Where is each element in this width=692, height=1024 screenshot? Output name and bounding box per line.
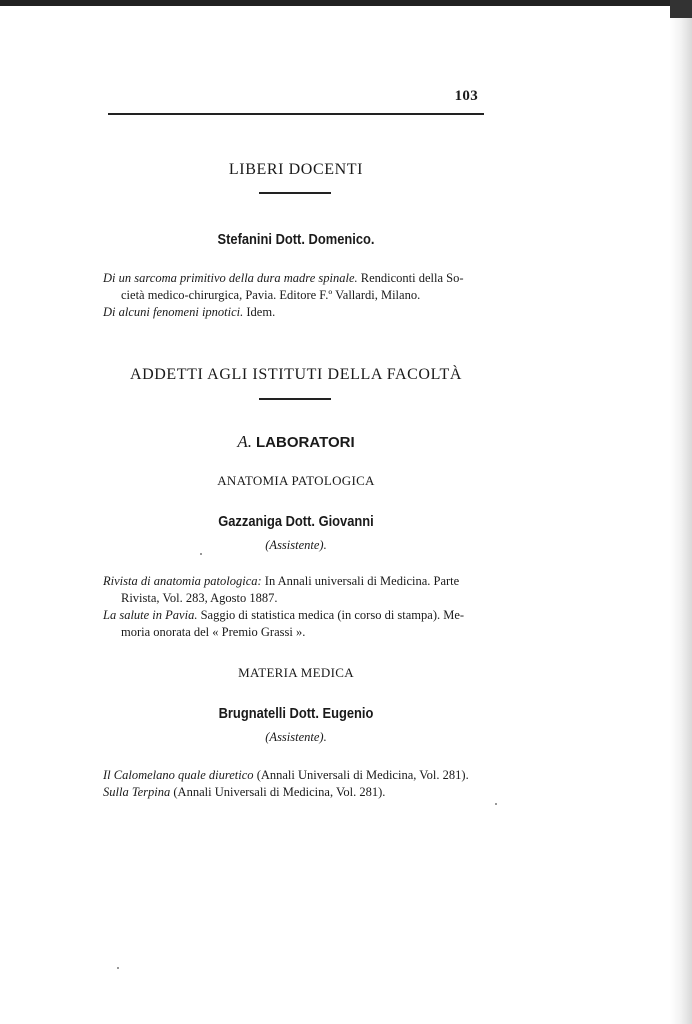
section-divider xyxy=(259,398,331,400)
publication-details: Rendiconti della So- xyxy=(357,271,464,285)
header-rule xyxy=(108,113,484,115)
scan-speck xyxy=(495,803,497,805)
publication-details-continued: Rivista, Vol. 283, Agosto 1887. xyxy=(121,591,278,605)
person-name: Brugnatelli Dott. Eugenio xyxy=(218,705,374,722)
department-title: MATERIA MEDICA xyxy=(238,665,354,680)
publication-title: Di un sarcoma primitivo della dura madre spinale. xyxy=(103,271,358,285)
subsection-label: LABORATORI xyxy=(256,434,355,451)
scan-border-top xyxy=(0,0,692,6)
publication-entry xyxy=(103,573,491,590)
publication-details-continued: cietà medico-chirurgica, Pavia. Editore F.º Vallardi, Milano. xyxy=(121,288,421,302)
publication-details-continued: moria onorata del « Premio Grassi ». xyxy=(121,625,306,639)
publication-entry xyxy=(103,607,491,624)
department-title: ANATOMIA PATOLOGICA xyxy=(217,473,375,488)
page-number: 103 xyxy=(454,88,478,104)
publication-list xyxy=(103,270,491,321)
section-title-liberi-docenti: LIBERI DOCENTI xyxy=(228,161,364,178)
publication-list xyxy=(103,573,491,641)
publication-title: La salute in Pavia. xyxy=(103,608,198,622)
scan-speck xyxy=(117,967,119,969)
publication-details: Saggio di statistica medica (in corso di stampa). Me- xyxy=(197,608,465,622)
publication-entry xyxy=(103,304,491,321)
person-name: Gazzaniga Dott. Giovanni xyxy=(218,513,374,530)
subsection-heading xyxy=(108,432,484,452)
publication-title: Il Calomelano quale diuretico xyxy=(103,768,254,782)
publication-entry xyxy=(103,784,491,801)
section-title-addetti: ADDETTI AGLI ISTITUTI DELLA FACOLTÀ xyxy=(129,366,463,383)
section-divider xyxy=(259,192,331,194)
person-role: (Assistente). xyxy=(265,730,327,744)
person-name: Stefanini Dott. Domenico. xyxy=(217,231,375,248)
scan-corner-mark xyxy=(670,0,692,18)
publication-title: Rivista di anatomia patologica: xyxy=(103,574,262,588)
scan-speck xyxy=(200,553,202,555)
publication-details: (Annali Universali di Medicina, Vol. 281). xyxy=(170,785,386,799)
publication-details: In Annali universali di Medicina. Parte xyxy=(261,574,460,588)
scan-page-edge xyxy=(670,0,692,1024)
subsection-letter: A. xyxy=(237,432,253,451)
publication-entry xyxy=(103,270,491,287)
publication-details: (Annali Universali di Medicina, Vol. 281). xyxy=(253,768,469,782)
publication-entry xyxy=(103,767,491,784)
publication-details: Idem. xyxy=(243,305,276,319)
publication-title: Di alcuni fenomeni ipnotici. xyxy=(103,305,244,319)
publication-title: Sulla Terpina xyxy=(103,785,171,799)
publication-list xyxy=(103,767,491,801)
person-role: (Assistente). xyxy=(265,538,327,552)
